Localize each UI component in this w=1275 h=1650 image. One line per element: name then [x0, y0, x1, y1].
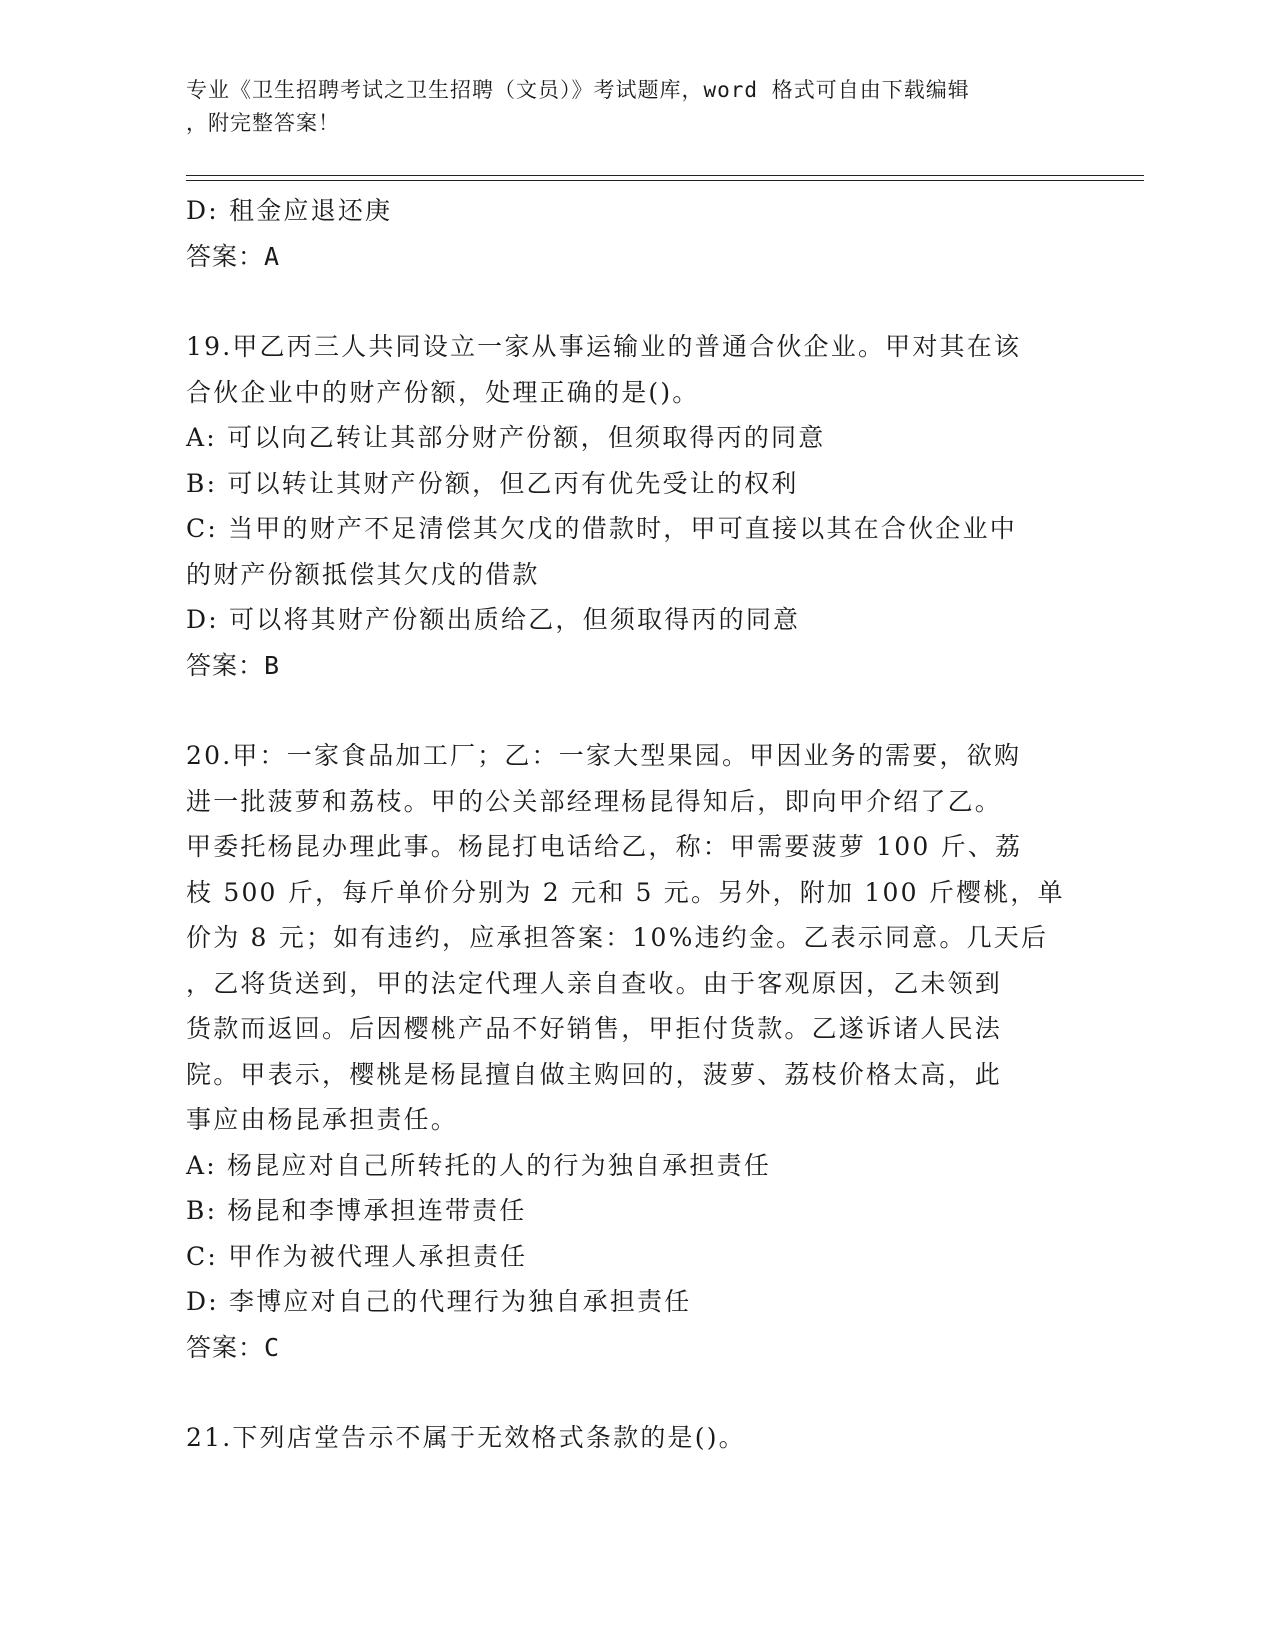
answer-line — [186, 234, 1066, 280]
header-divider-bottom — [186, 180, 1144, 181]
question-stem-line: 价为 8 元；如有违约，应承担答案：10%违约金。乙表示同意。几天后 — [186, 923, 1049, 952]
document-body — [186, 188, 1066, 1461]
spacer — [186, 1370, 1066, 1415]
answer-line — [186, 643, 1066, 689]
option-d: D: 可以将其财产份额出质给乙，但须取得丙的同意 — [186, 605, 801, 634]
option-a: A: 杨昆应对自己所转托的人的行为独自承担责任 — [186, 1150, 772, 1180]
question-21 — [186, 1415, 1066, 1461]
answer-value: A — [264, 241, 281, 271]
question-stem-line: 21.下列店堂告示不属于无效格式条款的是()。 — [186, 1423, 746, 1452]
question-stem-line: 合伙企业中的财产份额，处理正确的是()。 — [186, 377, 700, 407]
option-d: D: 李博应对自己的代理行为独自承担责任 — [186, 1287, 692, 1316]
header-line-1: 专业《卫生招聘考试之卫生招聘（文员）》考试题库，word 格式可自由下载编辑 — [186, 78, 970, 102]
question-20 — [186, 733, 1066, 1370]
answer-label: 答案： — [186, 650, 265, 680]
question-stem-line: 20.甲：一家食品加工厂；乙：一家大型果园。甲因业务的需要，欲购 — [186, 741, 1022, 770]
header-line-2: ，附完整答案！ — [186, 111, 340, 135]
question-stem-line: 19.甲乙丙三人共同设立一家从事运输业的普通合伙企业。甲对其在该 — [186, 332, 1022, 361]
answer-value: C — [264, 1332, 281, 1362]
document-header — [186, 74, 1076, 140]
question-stem-line: 事应由杨昆承担责任。 — [186, 1105, 459, 1134]
option-d: D: 租金应退还庚 — [186, 196, 393, 225]
spacer — [186, 688, 1066, 733]
question-18-tail — [186, 188, 1066, 279]
option-c-line: C: 当甲的财产不足清偿其欠戊的借款时，甲可直接以其在合伙企业中 — [186, 514, 1017, 543]
question-stem-line: 货款而返回。后因樱桃产品不好销售，甲拒付货款。乙遂诉诸人民法 — [186, 1014, 1003, 1043]
answer-label: 答案： — [186, 241, 265, 271]
option-c-line: 的财产份额抵偿其欠戊的借款 — [186, 559, 540, 589]
question-stem-line: 枝 500 斤，每斤单价分别为 2 元和 5 元。另外，附加 100 斤樱桃，单 — [186, 877, 1065, 907]
question-stem-line: 甲委托杨昆办理此事。杨昆打电话给乙，称：甲需要菠萝 100 斤、荔 — [186, 832, 1023, 861]
option-c: C: 甲作为被代理人承担责任 — [186, 1241, 528, 1271]
question-stem-line: 进一批菠萝和荔枝。甲的公关部经理杨昆得知后，即向甲介绍了乙。 — [186, 786, 1003, 816]
answer-value: B — [264, 650, 281, 680]
question-19 — [186, 324, 1066, 688]
answer-line — [186, 1325, 1066, 1371]
answer-label: 答案： — [186, 1332, 265, 1362]
option-a: A: 可以向乙转让其部分财产份额，但须取得丙的同意 — [186, 423, 826, 452]
spacer — [186, 279, 1066, 324]
header-divider-top — [186, 175, 1144, 176]
option-b: B: 杨昆和李博承担连带责任 — [186, 1196, 527, 1225]
question-stem-line: ，乙将货送到，甲的法定代理人亲自查收。由于客观原因，乙未领到 — [186, 968, 1003, 998]
question-stem-line: 院。甲表示，樱桃是杨昆擅自做主购回的，菠萝、荔枝价格太高，此 — [186, 1059, 1003, 1089]
option-b: B: 可以转让其财产份额，但乙丙有优先受让的权利 — [186, 468, 799, 498]
